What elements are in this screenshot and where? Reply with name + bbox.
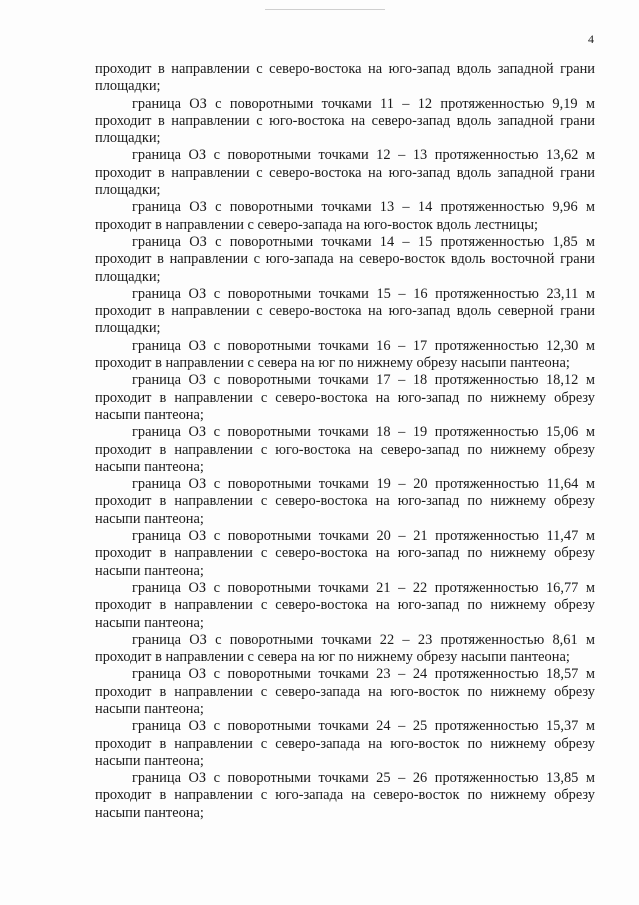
paragraph-boundary-11-12: граница ОЗ с поворотными точками 11 – 12 протяженностью 9,19 м проходит в направлении с юго-востока на северо-запад вдоль западной грани площадки; [95, 95, 595, 147]
paragraph-boundary-17-18: граница ОЗ с поворотными точками 17 – 18 протяженностью 18,12 м проходит в направлении с северо-востока на юго-запад по нижнему обрезу насыпи пантеона; [95, 372, 595, 423]
paragraph-boundary-18-19: граница ОЗ с поворотными точками 18 – 19 протяженностью 15,06 м проходит в направлении с юго-востока на северо-запад по нижнему обрезу насыпи пантеона; [95, 424, 595, 475]
paragraph-boundary-23-24: граница ОЗ с поворотными точками 23 – 24 протяженностью 18,57 м проходит в направлении с северо-запада на юго-восток по нижнему обрезу насыпи пантеона; [95, 666, 595, 717]
paragraph-continuation: проходит в направлении с северо-востока на юго-запад вдоль западной грани площадки; [95, 61, 595, 95]
paragraph-boundary-16-17: граница ОЗ с поворотными точками 16 – 17 протяженностью 12,30 м проходит в направлении с севера на юг по нижнему обрезу насыпи пантеона; [95, 337, 595, 372]
page-number: 4 [588, 32, 594, 46]
document-body [95, 61, 595, 822]
paragraph-boundary-12-13: граница ОЗ с поворотными точками 12 – 13 протяженностью 13,62 м проходит в направлении с северо-востока на юго-запад вдоль западной грани площадки; [95, 147, 595, 199]
paragraph-boundary-13-14: граница ОЗ с поворотными точками 13 – 14 протяженностью 9,96 м проходит в направлении с северо-запада на юго-восток вдоль лестницы; [95, 199, 595, 233]
top-scan-rule [265, 9, 385, 10]
paragraph-boundary-19-20: граница ОЗ с поворотными точками 19 – 20 протяженностью 11,64 м проходит в направлении с северо-востока на юго-запад по нижнему обрезу насыпи пантеона; [95, 476, 595, 527]
paragraph-boundary-21-22: граница ОЗ с поворотными точками 21 – 22 протяженностью 16,77 м проходит в направлении с северо-востока на юго-запад по нижнему обрезу насыпи пантеона; [95, 579, 595, 631]
paragraph-boundary-22-23: граница ОЗ с поворотными точками 22 – 23 протяженностью 8,61 м проходит в направлении с севера на юг по нижнему обрезу насыпи пантеона; [95, 631, 595, 666]
paragraph-boundary-25-26: граница ОЗ с поворотными точками 25 – 26 протяженностью 13,85 м проходит в направлении с юго-запада на северо-восток по нижнему обрезу насыпи пантеона; [95, 770, 595, 821]
paragraph-boundary-14-15: граница ОЗ с поворотными точками 14 – 15 протяженностью 1,85 м проходит в направлении с юго-запада на северо-восток вдоль восточной грани площадки; [95, 233, 595, 285]
paragraph-boundary-15-16: граница ОЗ с поворотными точками 15 – 16 протяженностью 23,11 м проходит в направлении с северо-востока на юго-запад вдоль северной грани площадки; [95, 285, 595, 337]
paragraph-boundary-20-21: граница ОЗ с поворотными точками 20 – 21 протяженностью 11,47 м проходит в направлении с северо-востока на юго-запад по нижнему обрезу насыпи пантеона; [95, 528, 595, 579]
paragraph-boundary-24-25: граница ОЗ с поворотными точками 24 – 25 протяженностью 15,37 м проходит в направлении с северо-запада на юго-восток по нижнему обрезу насыпи пантеона; [95, 718, 595, 769]
